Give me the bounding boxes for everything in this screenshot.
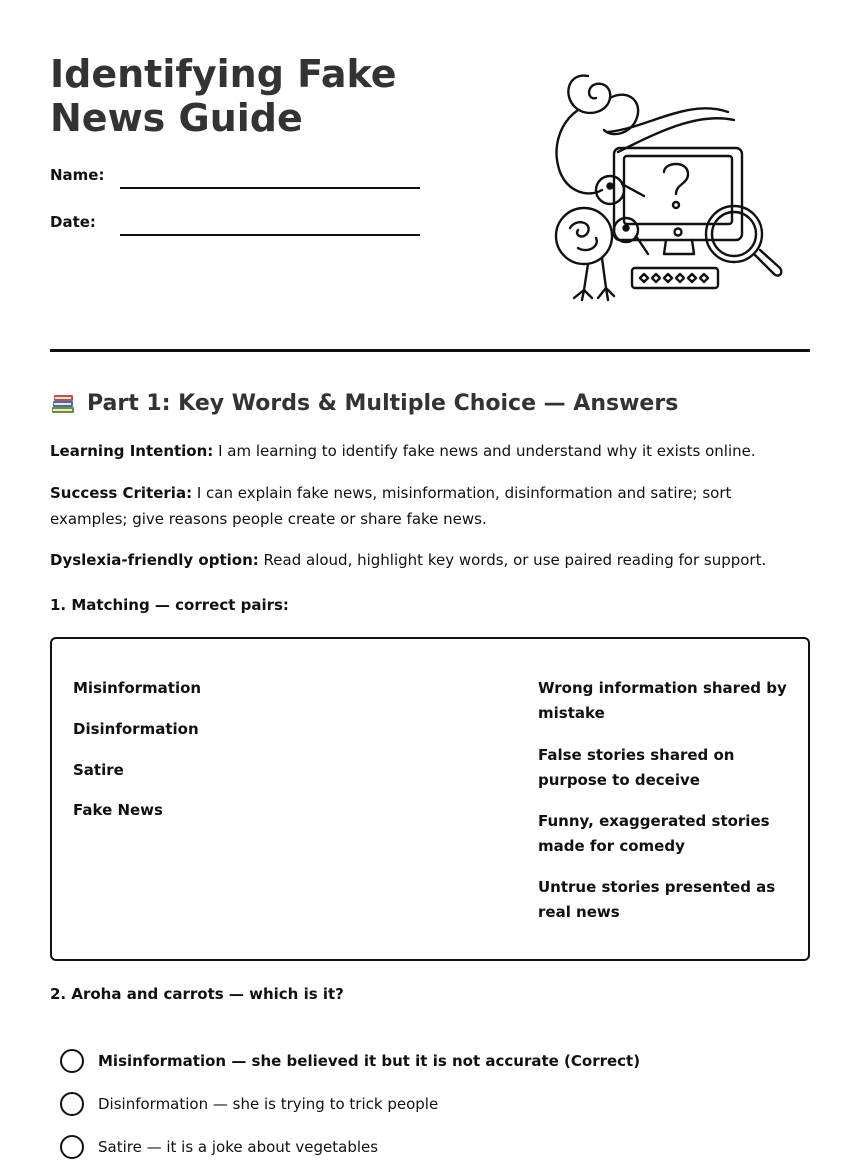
success-criteria-label: Success Criteria: xyxy=(50,484,193,502)
success-criteria xyxy=(50,480,810,532)
match-term: Fake News xyxy=(73,801,163,819)
option-label: Satire — it is a joke about vegetables xyxy=(98,1138,379,1156)
match-term: Misinformation xyxy=(73,679,202,697)
match-definition: Wrong information shared by mistake xyxy=(538,679,787,722)
radio-button[interactable] xyxy=(60,1049,84,1073)
learning-intention-text: I am learning to identify fake news and understand why it exists online. xyxy=(213,442,756,460)
date-field[interactable] xyxy=(120,234,420,236)
learning-intention xyxy=(50,438,810,464)
match-definition: Untrue stories presented as real news xyxy=(538,878,776,921)
q2-option-disinformation[interactable] xyxy=(60,1092,438,1116)
match-definition: Funny, exaggerated stories made for comedy xyxy=(538,812,770,855)
dyslexia-option xyxy=(50,547,810,573)
dyslexia-text: Read aloud, highlight key words, or use paired reading for support. xyxy=(258,551,767,569)
radio-button[interactable] xyxy=(60,1092,84,1116)
books-icon xyxy=(50,390,76,416)
name-label: Name: xyxy=(50,166,105,184)
q1-label: 1. Matching — correct pairs: xyxy=(50,596,289,614)
q2-label: 2. Aroha and carrots — which is it? xyxy=(50,985,344,1003)
match-term: Satire xyxy=(73,761,124,779)
match-definition: False stories shared on purpose to deceive xyxy=(538,746,735,789)
q2-option-satire[interactable] xyxy=(60,1135,378,1159)
page-title: Identifying Fake News Guide xyxy=(50,52,397,140)
divider xyxy=(50,349,810,352)
name-field[interactable] xyxy=(120,187,420,189)
matching-box xyxy=(50,637,810,961)
match-term: Disinformation xyxy=(73,720,199,738)
date-label: Date: xyxy=(50,213,96,231)
radio-button[interactable] xyxy=(60,1135,84,1159)
dyslexia-label: Dyslexia-friendly option: xyxy=(50,551,259,569)
q2-option-misinformation[interactable] xyxy=(60,1049,640,1073)
part1-heading-text: Part 1: Key Words & Multiple Choice — Answers xyxy=(87,390,679,416)
part1-heading xyxy=(50,390,678,416)
kiwi-birds-computer-illustration xyxy=(548,68,788,304)
option-label: Misinformation — she believed it but it is not accurate (Correct) xyxy=(98,1052,641,1070)
option-label: Disinformation — she is trying to trick people xyxy=(98,1095,439,1113)
learning-intention-label: Learning Intention: xyxy=(50,442,214,460)
success-criteria-text: I can explain fake news, misinformation, disinformation and satire; sort examples; give reasons people create or share fake news. xyxy=(50,484,732,528)
